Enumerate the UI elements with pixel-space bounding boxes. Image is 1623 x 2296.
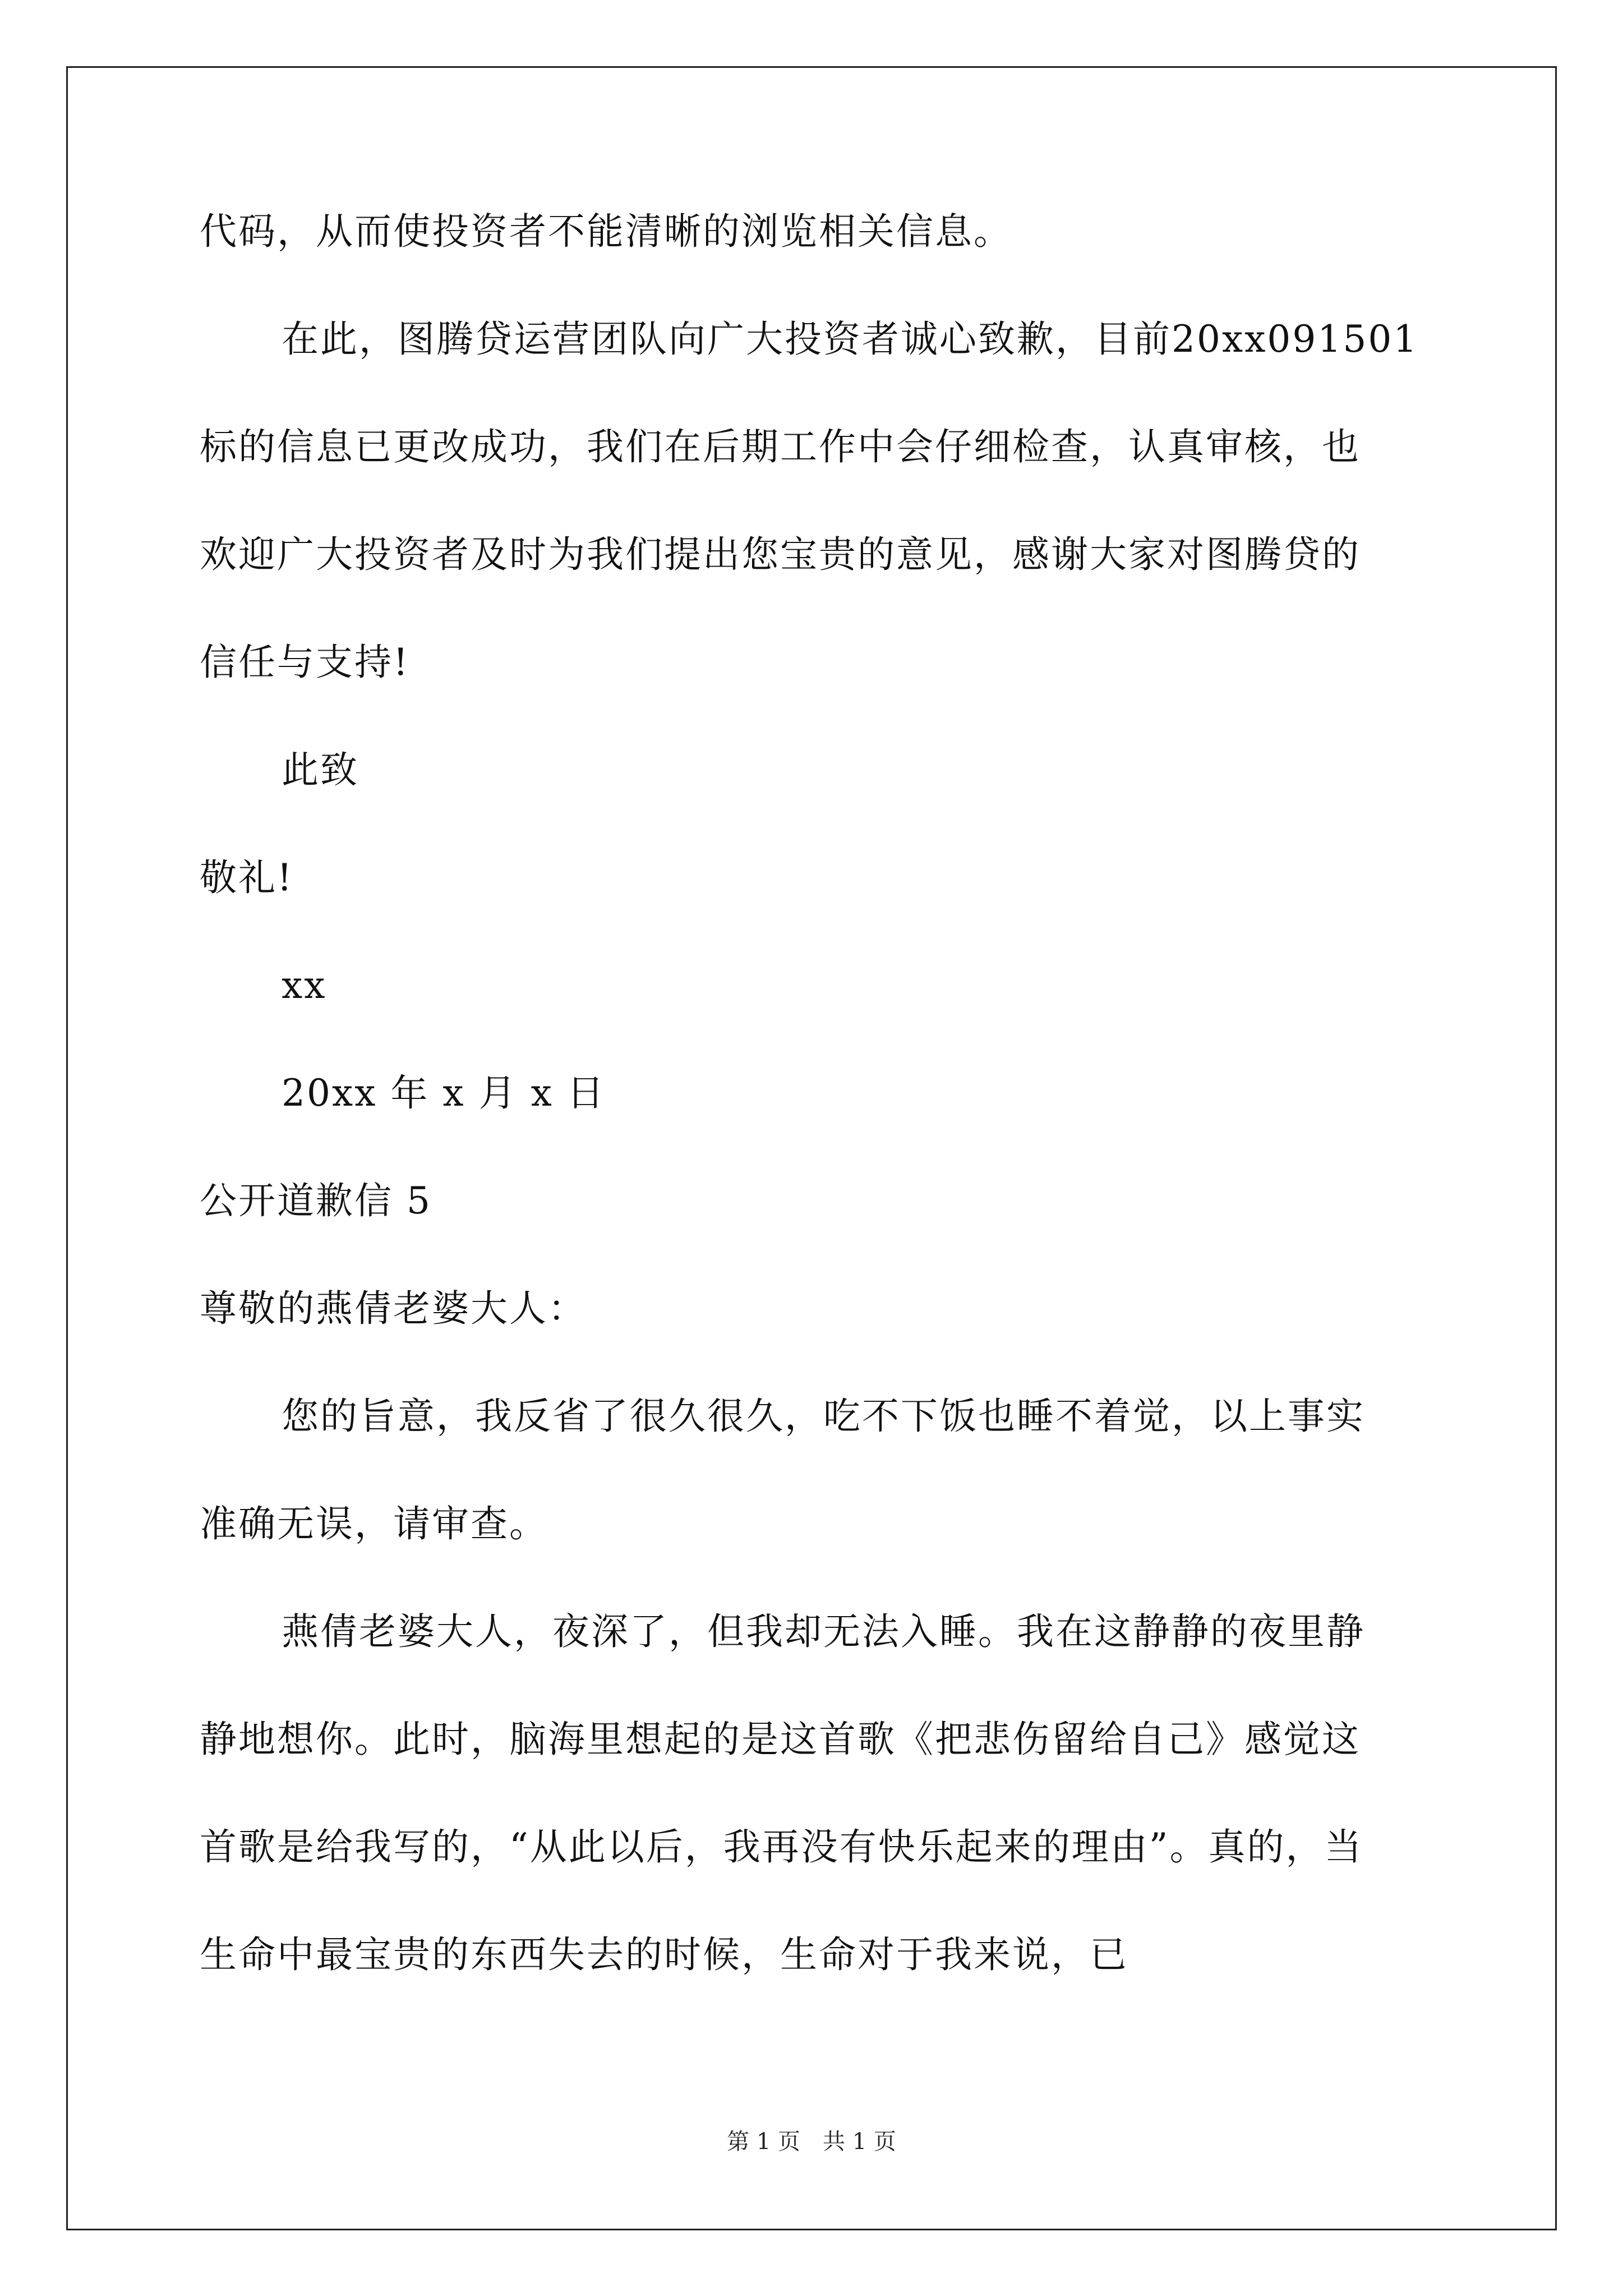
text-line-12: 您的旨意，我反省了很久很久，吃不下饭也睡不着觉，以上事实 bbox=[282, 1395, 1365, 1438]
closing-salutation: 此致 bbox=[282, 748, 359, 792]
text-line-2: 在此，图腾贷运营团队向广大投资者诚心致歉，目前20xx091501 bbox=[282, 318, 1419, 361]
section-title: 公开道歉信 5 bbox=[200, 1179, 432, 1222]
page-footer: 第 1 页 共 1 页 bbox=[727, 2129, 896, 2155]
text-line-13: 准确无误，请审查。 bbox=[200, 1502, 548, 1545]
text-line-14: 燕倩老婆大人，夜深了，但我却无法入睡。我在这静静的夜里静 bbox=[282, 1610, 1365, 1653]
text-line-5: 信任与支持! bbox=[200, 641, 410, 684]
text-line-4: 欢迎广大投资者及时为我们提出您宝贵的意见，感谢大家对图腾贷的 bbox=[200, 533, 1361, 576]
text-line-15: 静地想你。此时，脑海里想起的是这首歌《把悲伤留给自己》感觉这 bbox=[200, 1718, 1361, 1761]
closing-regards: 敬礼! bbox=[200, 856, 294, 899]
text-line-1: 代码，从而使投资者不能清晰的浏览相关信息。 bbox=[200, 210, 1012, 253]
text-line-16: 首歌是给我写的，“从此以后，我再没有快乐起来的理由”。真的，当 bbox=[200, 1825, 1363, 1869]
text-line-3: 标的信息已更改成功，我们在后期工作中会仔细检查，认真审核，也 bbox=[200, 425, 1361, 468]
date-line: 20xx 年 x 月 x 日 bbox=[282, 1071, 606, 1115]
greeting: 尊敬的燕倩老婆大人： bbox=[200, 1287, 587, 1330]
signature: xx bbox=[282, 964, 327, 1007]
page-border bbox=[66, 66, 1557, 2230]
text-line-17: 生命中最宝贵的东西失去的时候，生命对于我来说，已 bbox=[200, 1933, 1128, 1976]
